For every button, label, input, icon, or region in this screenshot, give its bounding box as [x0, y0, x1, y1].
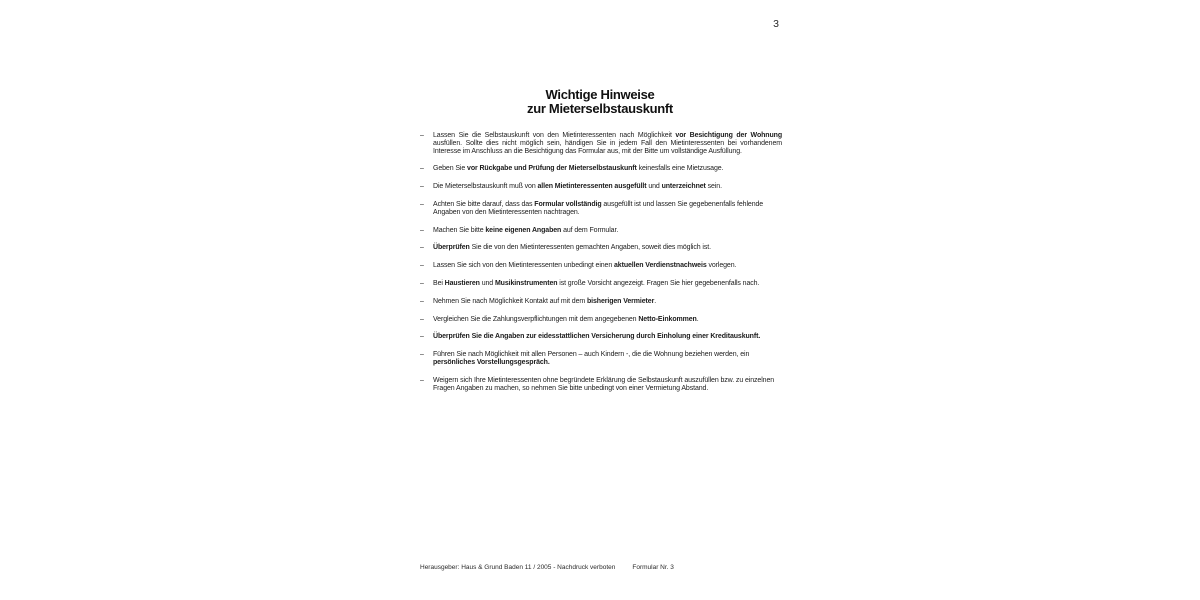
- bullet-text-segment: Nehmen Sie nach Möglichkeit Kontakt auf mit dem: [433, 297, 587, 305]
- bullet-dash: –: [420, 333, 424, 341]
- bullet-text: [433, 227, 782, 235]
- bullet-text: [433, 132, 782, 155]
- bullet-item: [420, 165, 782, 173]
- bullet-text-bold-segment: vor Besichtigung der Wohnung: [675, 132, 782, 139]
- bullet-item: [420, 183, 782, 191]
- bullet-item: [420, 333, 782, 341]
- bullet-list: [420, 132, 782, 402]
- document-title: [420, 88, 780, 116]
- bullet-text-bold-segment: Überprüfen: [433, 244, 470, 252]
- bullet-text: [433, 183, 782, 191]
- bullet-text-segment: .: [654, 297, 657, 305]
- bullet-text: [433, 244, 782, 252]
- bullet-text-segment: Machen Sie bitte: [433, 226, 486, 234]
- bullet-item: [420, 351, 782, 367]
- bullet-text-segment: ausfüllen. Sollte dies nicht möglich sein, händigen Sie in jedem Fall den Mietinteressenten bei vorhandenem Interesse im Anschluss an die Besichtigung das Formular aus, mit der Bitte um vollständige Ausfüllung.: [433, 139, 782, 155]
- bullet-text-segment: .: [696, 315, 699, 323]
- bullet-text: [433, 351, 782, 367]
- bullet-text-bold-segment: unterzeichnet: [661, 183, 706, 191]
- bullet-text: [433, 280, 782, 288]
- bullet-text-bold-segment: aktuellen Verdienstnachweis: [614, 262, 707, 270]
- bullet-item: [420, 244, 782, 252]
- bullet-item: [420, 280, 782, 288]
- bullet-dash: –: [420, 297, 424, 305]
- bullet-text-bold-segment: allen Mietinteressenten ausgefüllt: [537, 183, 647, 191]
- bullet-text-segment: Bei: [433, 279, 445, 287]
- bullet-text: [433, 377, 782, 393]
- bullet-text-segment: ausgefüllt ist und lassen Sie gegebenenfalls fehlende Angaben von den Mietinteressenten nachtragen.: [433, 200, 764, 216]
- bullet-dash: –: [420, 376, 424, 384]
- bullet-text-segment: Geben Sie: [433, 165, 468, 173]
- bullet-text-segment: Sie die von den Mietinteressenten gemachten Angaben, soweit dies möglich ist.: [469, 244, 711, 252]
- bullet-text-segment: Lassen Sie die Selbstauskunft von den Mietinteressenten nach Möglichkeit: [433, 132, 676, 139]
- bullet-text-segment: Die Mieterselbstauskunft muß von: [433, 183, 538, 191]
- bullet-text-segment: Weigern sich Ihre Mietinteressenten ohne begründete Erklärung die Selbstauskunft auszufüllen bzw. zu einzelnen Fragen Angaben zu machen, so nehmen Sie bitte unbedingt von einer Vermietung Abstand.: [433, 376, 775, 392]
- bullet-text: [433, 201, 782, 217]
- bullet-text-bold-segment: Formular vollständig: [534, 200, 602, 208]
- bullet-dash: –: [420, 226, 424, 234]
- bullet-text-bold-segment: keine eigenen Angaben: [485, 226, 562, 234]
- bullet-dash: –: [420, 244, 424, 252]
- bullet-item: [420, 298, 782, 306]
- bullet-item: [420, 262, 782, 270]
- bullet-text-bold-segment: Überprüfen Sie die Angaben zur eidesstattlichen Versicherung durch Einholung einer Kreditauskunft.: [433, 333, 761, 341]
- bullet-text-bold-segment: Haustieren: [444, 279, 480, 287]
- bullet-text-segment: sein.: [705, 183, 722, 191]
- bullet-dash: –: [420, 315, 424, 323]
- page-number: 3: [773, 18, 779, 30]
- title-line-1: Wichtige Hinweise: [545, 87, 655, 102]
- bullet-text: [433, 333, 782, 341]
- bullet-text: [433, 262, 782, 270]
- bullet-text-segment: vorlegen.: [706, 262, 737, 270]
- bullet-text-bold-segment: Netto-Einkommen: [638, 315, 697, 323]
- bullet-dash: –: [420, 132, 424, 139]
- bullet-text-bold-segment: vor Rückgabe und Prüfung der Mieterselbstauskunft: [467, 165, 637, 173]
- bullet-text-segment: keinesfalls eine Mietzusage.: [636, 165, 724, 173]
- bullet-dash: –: [420, 262, 424, 270]
- bullet-text-segment: Führen Sie nach Möglichkeit mit allen Personen – auch Kindern -, die die Wohnung beziehen werden, ein: [433, 351, 750, 359]
- title-line-2: zur Mieterselbstauskunft: [527, 101, 673, 116]
- bullet-text-segment: auf dem Formular.: [561, 226, 619, 234]
- bullet-item: [420, 201, 782, 217]
- bullet-text-segment: Achten Sie bitte darauf, dass das: [433, 200, 535, 208]
- bullet-text-segment: und: [646, 183, 662, 191]
- footer-publisher-text: Herausgeber: Haus & Grund Baden 11 / 2005 - Nachdruck verboten: [420, 564, 616, 571]
- bullet-text-segment: und: [479, 279, 495, 287]
- bullet-text-bold-segment: bisherigen Vermieter: [586, 297, 655, 305]
- bullet-item: [420, 132, 782, 155]
- bullet-text: [433, 165, 782, 173]
- bullet-dash: –: [420, 351, 424, 359]
- footer: [420, 564, 674, 572]
- bullet-text-segment: ist große Vorsicht angezeigt. Fragen Sie hier gegebenenfalls nach.: [557, 279, 760, 287]
- bullet-item: [420, 377, 782, 393]
- bullet-text: [433, 316, 782, 324]
- bullet-dash: –: [420, 183, 424, 191]
- bullet-text-bold-segment: Musikinstrumenten: [494, 279, 558, 287]
- bullet-dash: –: [420, 279, 424, 287]
- bullet-text: [433, 298, 782, 306]
- footer-form-number: Formular Nr. 3: [632, 564, 674, 571]
- bullet-text-segment: Lassen Sie sich von den Mietinteressenten unbedingt einen: [433, 262, 614, 270]
- bullet-dash: –: [420, 165, 424, 173]
- bullet-dash: –: [420, 200, 424, 208]
- bullet-item: [420, 316, 782, 324]
- bullet-text-segment: Vergleichen Sie die Zahlungsverpflichtungen mit dem angegebenen: [433, 315, 639, 323]
- bullet-item: [420, 227, 782, 235]
- bullet-text-bold-segment: persönliches Vorstellungsgespräch.: [433, 358, 550, 366]
